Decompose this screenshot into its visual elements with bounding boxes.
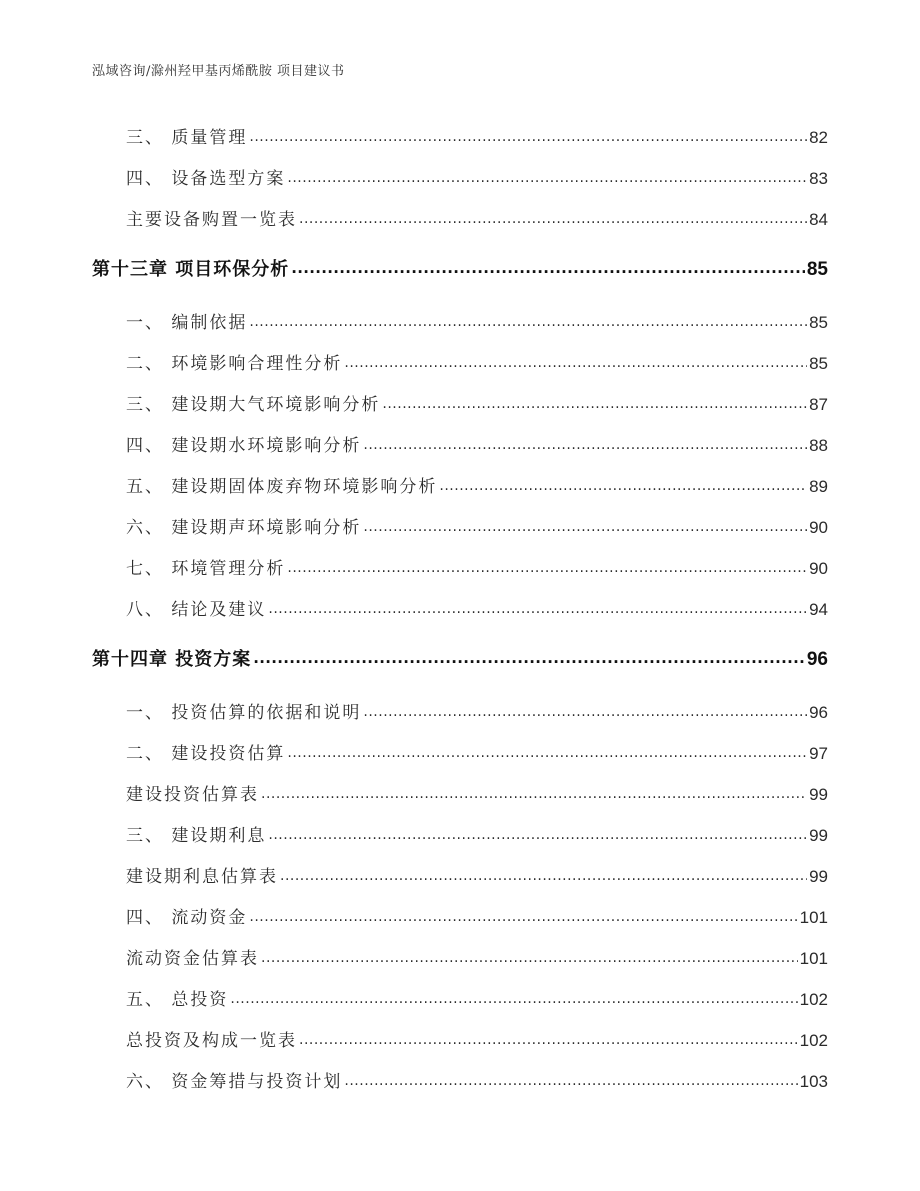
toc-entry-title: 流动资金估算表 <box>126 949 259 969</box>
dot-leader <box>363 516 807 533</box>
dot-leader <box>268 598 807 615</box>
toc-page-number: 102 <box>799 990 828 1009</box>
toc-entry[interactable] <box>126 205 828 230</box>
toc-entry[interactable] <box>126 595 828 620</box>
toc-page-number: 103 <box>799 1072 828 1091</box>
dot-leader <box>363 701 807 718</box>
toc-entry[interactable] <box>126 1067 828 1092</box>
toc-page-number: 97 <box>809 744 828 763</box>
dot-leader <box>299 1029 798 1046</box>
toc-entry[interactable] <box>126 944 828 969</box>
dot-leader <box>344 352 807 369</box>
toc-entry-title: 一、 投资估算的依据和说明 <box>126 703 362 723</box>
toc-page-number: 90 <box>809 518 828 537</box>
toc-page-number: 90 <box>809 559 828 578</box>
dot-leader <box>439 475 807 492</box>
toc-page-number: 101 <box>799 908 828 927</box>
toc-entry[interactable] <box>126 554 828 579</box>
dot-leader <box>249 126 807 143</box>
toc-entry[interactable] <box>126 821 828 846</box>
toc-entry-title: 四、 建设期水环境影响分析 <box>126 436 362 456</box>
toc-entry-title: 三、 质量管理 <box>126 128 248 148</box>
toc-entry-title: 三、 建设期利息 <box>126 826 267 846</box>
dot-leader <box>291 257 805 275</box>
toc-page-number: 99 <box>809 867 828 886</box>
dot-leader <box>261 947 798 964</box>
toc-page-number: 96 <box>806 649 828 670</box>
toc-entry-title: 建设期利息估算表 <box>126 867 278 887</box>
toc-page-number: 85 <box>806 259 828 280</box>
dot-leader <box>261 783 807 800</box>
dot-leader <box>230 988 797 1005</box>
toc-page-number: 85 <box>809 354 828 373</box>
dot-leader <box>287 167 807 184</box>
toc-entry-title: 七、 环境管理分析 <box>126 559 286 579</box>
toc-entry-title: 四、 设备选型方案 <box>126 169 286 189</box>
dot-leader <box>299 208 807 225</box>
dot-leader <box>382 393 807 410</box>
dot-leader <box>280 865 807 882</box>
toc-entry[interactable] <box>126 780 828 805</box>
toc-page-number: 94 <box>809 600 828 619</box>
page-header: 泓域咨询/滁州羟甲基丙烯酰胺 项目建议书 <box>92 64 345 79</box>
toc-page-number: 85 <box>809 313 828 332</box>
toc-entry-title: 八、 结论及建议 <box>126 600 267 620</box>
toc-entry-title: 二、 环境影响合理性分析 <box>126 354 343 374</box>
toc-entry[interactable] <box>126 123 828 148</box>
toc-entry-title: 五、 建设期固体废弃物环境影响分析 <box>126 477 438 497</box>
toc-entry[interactable] <box>126 349 828 374</box>
toc-entry[interactable] <box>126 1026 828 1051</box>
toc-page-number: 87 <box>809 395 828 414</box>
toc-entry[interactable] <box>126 739 828 764</box>
toc-entry-title: 建设投资估算表 <box>126 785 259 805</box>
toc-entry-title: 四、 流动资金 <box>126 908 248 928</box>
toc-entry-title: 六、 资金筹措与投资计划 <box>126 1072 343 1092</box>
dot-leader <box>287 557 807 574</box>
dot-leader <box>363 434 807 451</box>
dot-leader <box>287 742 807 759</box>
toc-entry[interactable] <box>126 985 828 1010</box>
toc-page-number: 88 <box>809 436 828 455</box>
dot-leader <box>249 906 797 923</box>
toc-page-number: 82 <box>809 128 828 147</box>
toc-entry[interactable] <box>126 164 828 189</box>
toc-chapter-title: 第十四章 投资方案 <box>92 649 252 670</box>
toc-page-number: 101 <box>799 949 828 968</box>
toc-entry[interactable] <box>126 903 828 928</box>
toc-entry[interactable] <box>126 513 828 538</box>
toc-entry[interactable] <box>126 862 828 887</box>
toc-entry-title: 一、 编制依据 <box>126 313 248 333</box>
toc-entry-title: 主要设备购置一览表 <box>126 210 297 230</box>
toc-page-number: 96 <box>809 703 828 722</box>
dot-leader <box>344 1070 797 1087</box>
toc-entry[interactable] <box>126 698 828 723</box>
toc-page-number: 84 <box>809 210 828 229</box>
toc-entry-title: 总投资及构成一览表 <box>126 1031 297 1051</box>
toc-page-number: 99 <box>809 785 828 804</box>
toc-chapter-title: 第十三章 项目环保分析 <box>92 259 290 280</box>
toc-page-number: 83 <box>809 169 828 188</box>
dot-leader <box>268 824 807 841</box>
toc-page-number: 99 <box>809 826 828 845</box>
toc-entry-title: 二、 建设投资估算 <box>126 744 286 764</box>
toc-entry-title: 六、 建设期声环境影响分析 <box>126 518 362 538</box>
toc-chapter[interactable] <box>92 255 828 281</box>
toc-entry[interactable] <box>126 431 828 456</box>
dot-leader <box>253 647 805 665</box>
toc-entry[interactable] <box>126 390 828 415</box>
toc-entry[interactable] <box>126 308 828 333</box>
toc-entry[interactable] <box>126 472 828 497</box>
toc-page-number: 102 <box>799 1031 828 1050</box>
dot-leader <box>249 311 807 328</box>
toc-page-number: 89 <box>809 477 828 496</box>
toc-entry-title: 五、 总投资 <box>126 990 229 1010</box>
toc-entry-title: 三、 建设期大气环境影响分析 <box>126 395 381 415</box>
toc-chapter[interactable] <box>92 645 828 671</box>
